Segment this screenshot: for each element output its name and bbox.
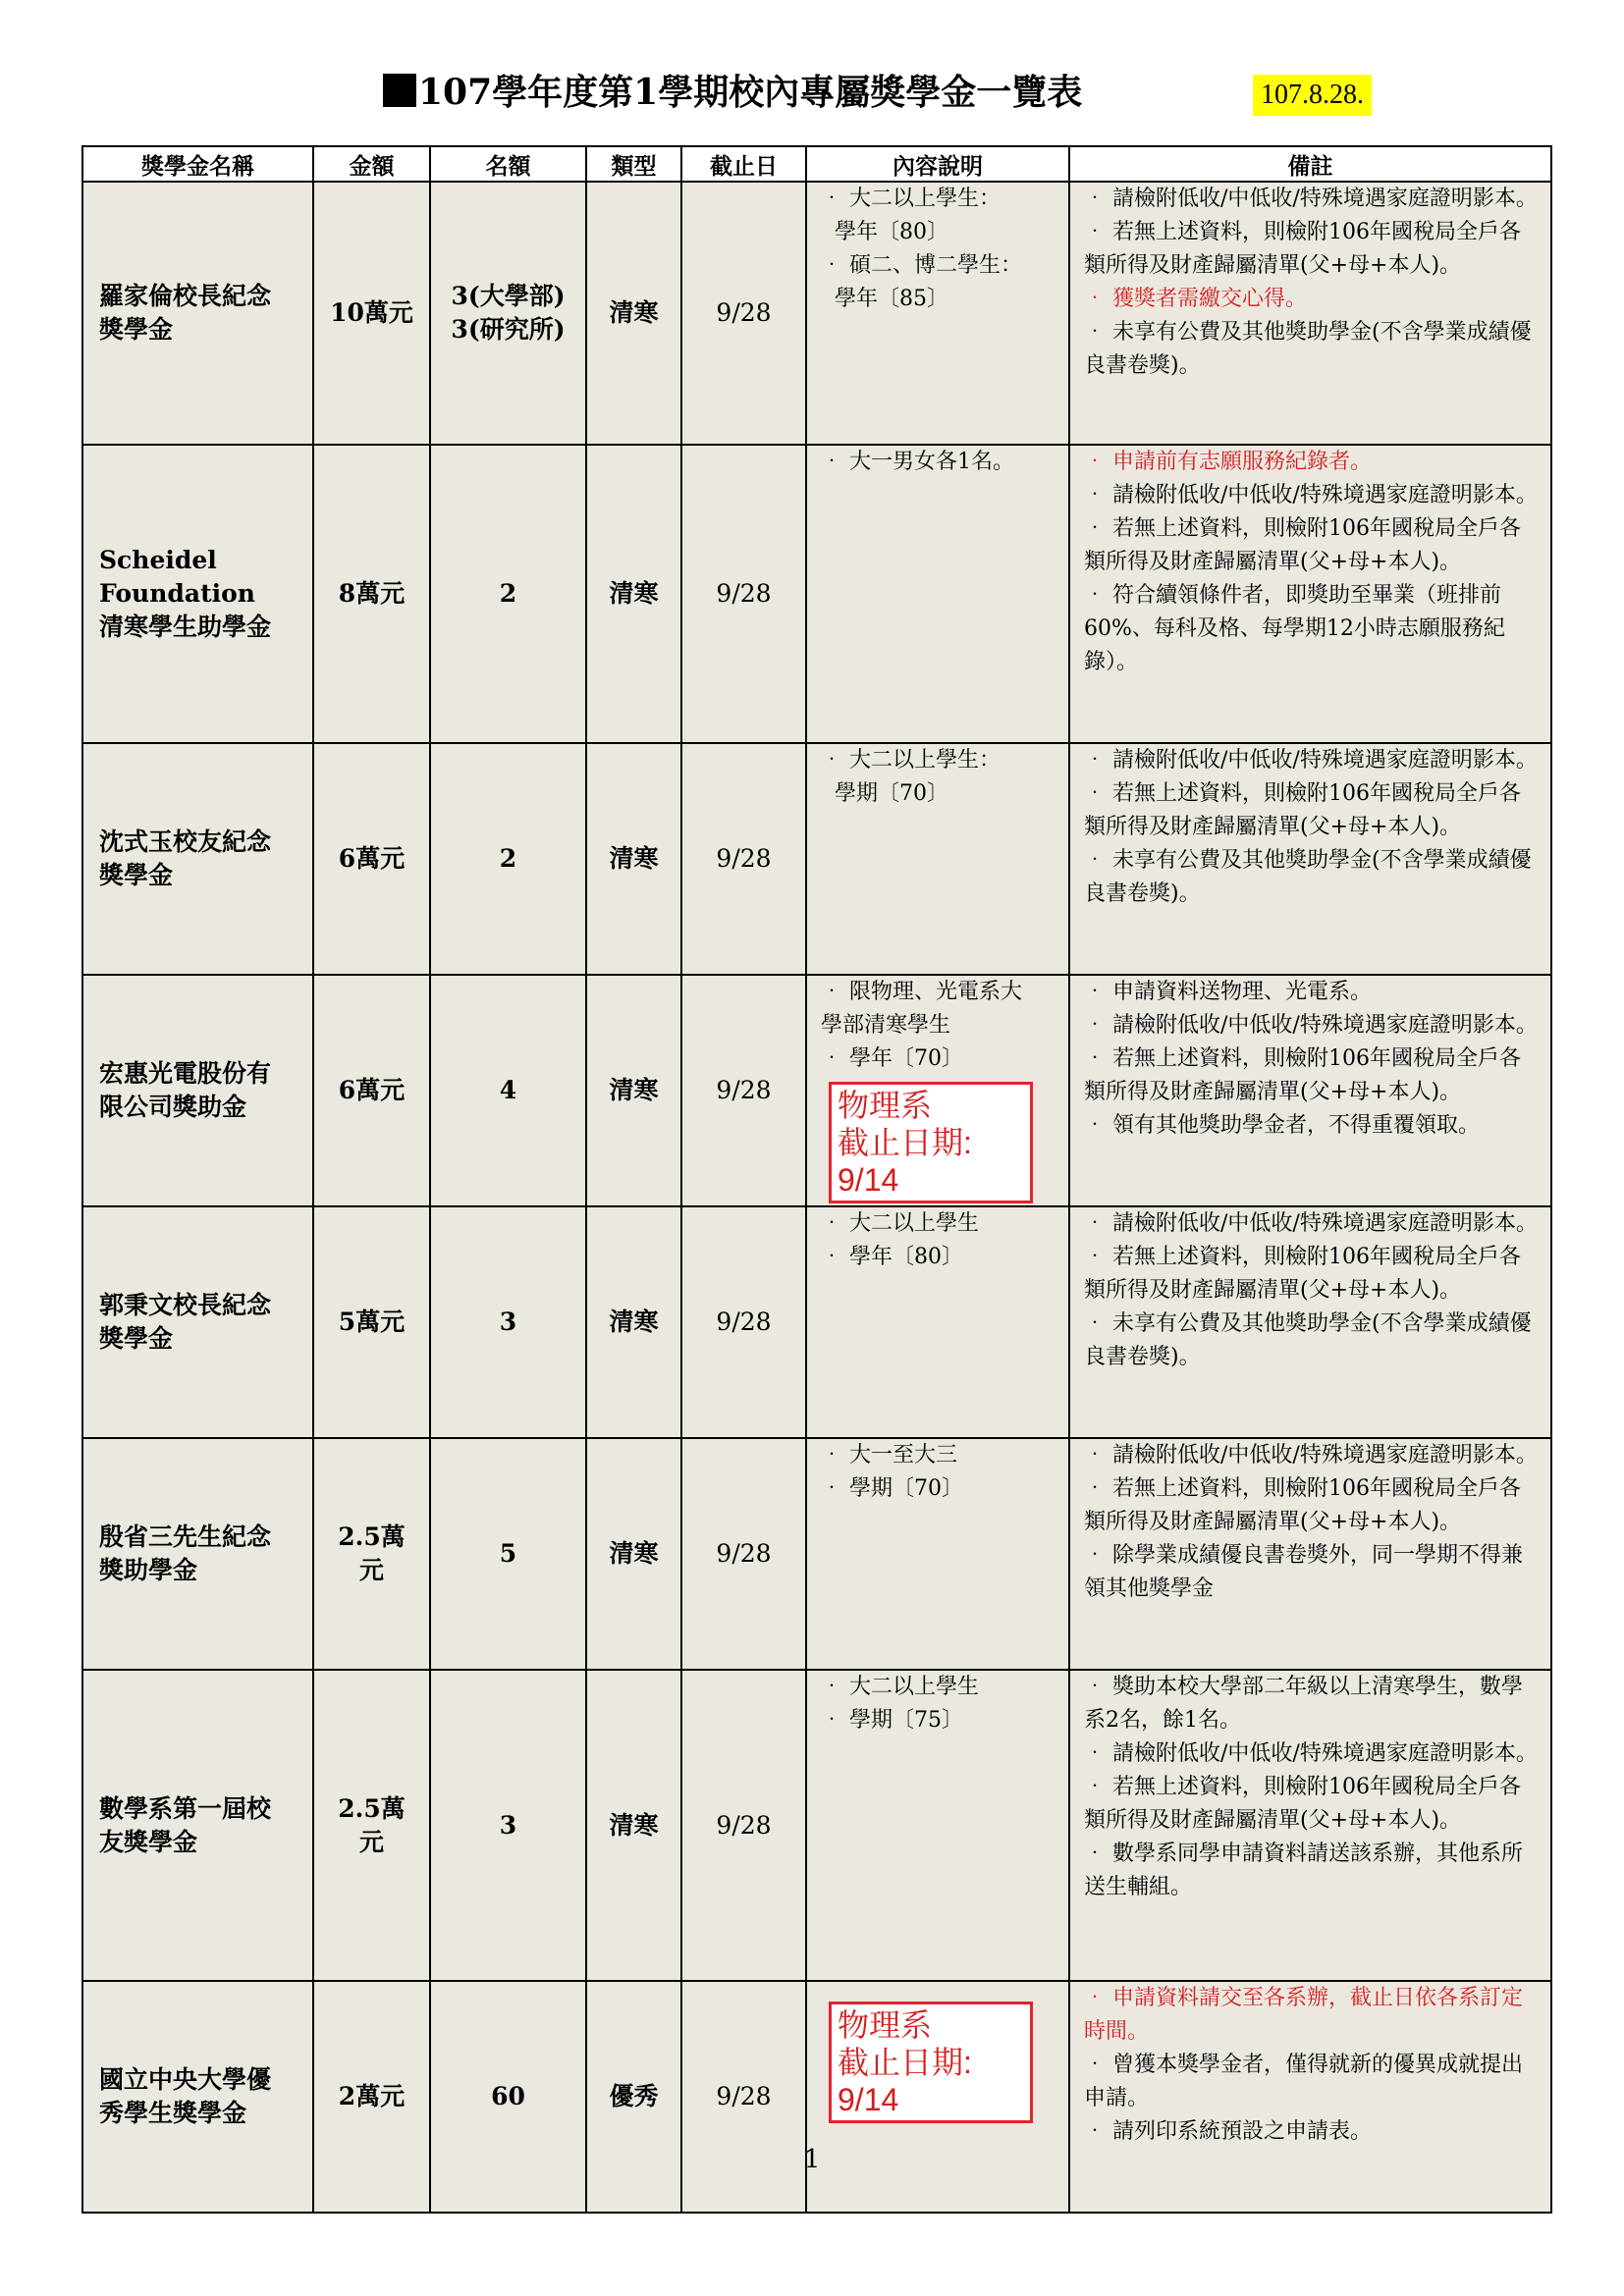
quota-line: 3(大學部)	[451, 282, 566, 310]
table-row	[82, 445, 1551, 743]
page-number: 1	[803, 2145, 821, 2174]
deadline-cell: 9/28	[681, 975, 806, 1206]
amount-line: 10萬元	[330, 298, 413, 327]
note-line: ‧ 若無上述資料，則檢附106年國稅局全戶各類所得及財產歸屬清單(父+母+本人)。	[1084, 1775, 1521, 1833]
quota-cell	[430, 1981, 586, 2213]
title-text: 107學年度第1學期校內專屬獎學金一覽表	[418, 72, 1083, 113]
table-header-row	[82, 146, 1551, 182]
deadline-cell: 9/28	[681, 445, 806, 743]
name-line: 獎學金	[99, 315, 174, 344]
description-line: ‧ 大一男女各1名。	[821, 450, 1014, 474]
name-line: 殷省三先生紀念	[99, 1522, 272, 1551]
date-highlight: 107.8.28.	[1253, 75, 1372, 116]
quota-cell	[430, 1206, 586, 1438]
header-deadline: 截止日	[681, 146, 806, 182]
amount-line: 2.5萬	[338, 1793, 406, 1823]
scholarship-name-cell	[82, 975, 313, 1206]
amount-cell	[313, 445, 430, 743]
table-row	[82, 1206, 1551, 1438]
note-line: ‧ 獲獎者需繳交心得。	[1084, 287, 1307, 311]
deadline-stamp	[829, 1082, 1033, 1203]
quota-cell	[430, 975, 586, 1206]
note-line: ‧ 請檢附低收/中低收/特殊境遇家庭證明影本。	[1084, 1443, 1538, 1468]
scholarship-name-cell	[82, 1438, 313, 1670]
name-line: Foundation	[99, 579, 255, 608]
description-line: 學年〔85〕	[821, 287, 948, 311]
page-title	[383, 65, 1082, 115]
description-line: ‧ 大二以上學生	[821, 1675, 979, 1699]
quota-line: 2	[499, 579, 517, 608]
description-line: ‧ 大一至大三	[821, 1443, 957, 1468]
name-line: 數學系第一屆校	[99, 1793, 272, 1823]
amount-line: 5萬元	[338, 1308, 406, 1336]
notes-cell	[1069, 743, 1551, 975]
header-type: 類型	[586, 146, 681, 182]
scholarship-table	[81, 145, 1552, 2214]
notes-cell	[1069, 1981, 1551, 2213]
name-line: 國立中央大學優	[99, 2065, 272, 2094]
table-row	[82, 1438, 1551, 1670]
stamp-line: 物理系	[838, 2007, 933, 2043]
name-line: 獎助學金	[99, 1556, 198, 1584]
type-cell: 清寒	[586, 743, 681, 975]
amount-cell	[313, 1438, 430, 1670]
note-line: ‧ 請檢附低收/中低收/特殊境遇家庭證明影本。	[1084, 483, 1538, 507]
description-line: ‧ 學期〔75〕	[821, 1708, 963, 1733]
header-amount: 金額	[313, 146, 430, 182]
name-line: 獎學金	[99, 1324, 174, 1353]
note-line: ‧ 若無上述資料，則檢附106年國稅局全戶各類所得及財產歸屬清單(父+母+本人)。	[1084, 781, 1521, 839]
amount-line: 6萬元	[338, 844, 406, 873]
note-line: ‧ 若無上述資料，則檢附106年國稅局全戶各類所得及財產歸屬清單(父+母+本人)。	[1084, 1245, 1521, 1303]
description-cell	[806, 182, 1069, 445]
header-name: 獎學金名稱	[82, 146, 313, 182]
note-line: ‧ 未享有公費及其他獎助學金(不含學業成績優良書卷獎)。	[1084, 1311, 1532, 1369]
note-line: ‧ 申請資料請交至各系辦，截止日依各系訂定時間。	[1084, 1986, 1523, 2044]
note-line: ‧ 請列印系統預設之申請表。	[1084, 2119, 1372, 2144]
description-line: 學部清寒學生	[821, 1013, 951, 1038]
scholarship-name-cell	[82, 182, 313, 445]
description-line: ‧ 碩二、博二學生：	[821, 253, 1022, 278]
name-line: 秀學生獎學金	[99, 2099, 247, 2127]
header-description: 內容說明	[806, 146, 1069, 182]
type-cell: 清寒	[586, 1670, 681, 1981]
stamp-line: 9/14	[838, 1162, 899, 1198]
description-line: ‧ 學期〔70〕	[821, 1476, 963, 1501]
description-line: ‧ 大二以上學生：	[821, 187, 1001, 211]
name-line: 沈式玉校友紀念	[99, 828, 272, 856]
deadline-cell: 9/28	[681, 1438, 806, 1670]
description-cell	[806, 975, 1069, 1206]
type-cell: 優秀	[586, 1981, 681, 2213]
black-square-icon	[383, 74, 416, 107]
scholarship-name-cell	[82, 1206, 313, 1438]
quota-line: 2	[499, 844, 517, 873]
note-line: ‧ 若無上述資料，則檢附106年國稅局全戶各類所得及財產歸屬清單(父+母+本人)。	[1084, 516, 1521, 574]
name-line: 獎學金	[99, 861, 174, 889]
deadline-cell: 9/28	[681, 1206, 806, 1438]
note-line: ‧ 符合續領條件者，即獎助至畢業（班排前60%、每科及格、每學期12小時志願服務紀錄）。	[1084, 583, 1505, 674]
quota-cell	[430, 1670, 586, 1981]
note-line: ‧ 請檢附低收/中低收/特殊境遇家庭證明影本。	[1084, 748, 1538, 773]
quota-line: 4	[499, 1076, 517, 1104]
description-line: ‧ 學年〔70〕	[821, 1046, 963, 1071]
quota-line: 3	[499, 1810, 517, 1840]
note-line: ‧ 數學系同學申請資料請送該系辦，其他系所送生輔組。	[1084, 1842, 1523, 1899]
description-cell	[806, 1206, 1069, 1438]
header-notes: 備註	[1069, 146, 1551, 182]
amount-line: 2.5萬	[338, 1522, 406, 1551]
amount-cell	[313, 1981, 430, 2213]
description-line: ‧ 學年〔80〕	[821, 1245, 963, 1269]
stamp-line: 截止日期:	[838, 1125, 972, 1160]
name-line: 羅家倫校長紀念	[99, 282, 272, 310]
scholarship-name-cell	[82, 1981, 313, 2213]
type-cell: 清寒	[586, 182, 681, 445]
deadline-stamp	[829, 2002, 1033, 2123]
table-row	[82, 1981, 1551, 2213]
scholarship-name-cell	[82, 743, 313, 975]
description-cell	[806, 1981, 1069, 2213]
quota-line: 3(研究所)	[451, 315, 566, 344]
note-line: ‧ 若無上述資料，則檢附106年國稅局全戶各類所得及財產歸屬清單(父+母+本人)。	[1084, 1476, 1521, 1534]
description-cell	[806, 445, 1069, 743]
amount-cell	[313, 182, 430, 445]
table-row	[82, 182, 1551, 445]
note-line: ‧ 請檢附低收/中低收/特殊境遇家庭證明影本。	[1084, 1013, 1538, 1038]
type-cell: 清寒	[586, 1438, 681, 1670]
note-line: ‧ 申請前有志願服務紀錄者。	[1084, 450, 1372, 474]
name-line: 清寒學生助學金	[99, 613, 272, 641]
note-line: ‧ 若無上述資料，則檢附106年國稅局全戶各類所得及財產歸屬清單(父+母+本人)。	[1084, 1046, 1521, 1104]
scholarship-name-cell	[82, 445, 313, 743]
amount-line: 6萬元	[338, 1076, 406, 1104]
description-cell	[806, 1438, 1069, 1670]
amount-cell	[313, 1670, 430, 1981]
table-row	[82, 975, 1551, 1206]
name-line: 友獎學金	[99, 1827, 198, 1856]
amount-cell	[313, 975, 430, 1206]
deadline-cell: 9/28	[681, 1670, 806, 1981]
notes-cell	[1069, 182, 1551, 445]
amount-line: 元	[358, 1556, 384, 1584]
note-line: ‧ 未享有公費及其他獎助學金(不含學業成績優良書卷獎)。	[1084, 320, 1532, 378]
scholarship-name-cell	[82, 1670, 313, 1981]
note-line: ‧ 請檢附低收/中低收/特殊境遇家庭證明影本。	[1084, 187, 1538, 211]
note-line: ‧ 請檢附低收/中低收/特殊境遇家庭證明影本。	[1084, 1741, 1538, 1766]
amount-line: 2萬元	[338, 2082, 406, 2110]
description-cell	[806, 743, 1069, 975]
description-line: ‧ 大二以上學生：	[821, 748, 1001, 773]
note-line: ‧ 未享有公費及其他獎助學金(不含學業成績優良書卷獎)。	[1084, 848, 1532, 906]
quota-cell	[430, 743, 586, 975]
note-line: ‧ 除學業成績優良書卷獎外，同一學期不得兼領其他獎學金	[1084, 1543, 1523, 1601]
deadline-cell: 9/28	[681, 182, 806, 445]
stamp-line: 9/14	[838, 2082, 899, 2117]
type-cell: 清寒	[586, 445, 681, 743]
name-line: Scheidel	[99, 546, 217, 574]
amount-line: 元	[358, 1827, 384, 1856]
note-line: ‧ 申請資料送物理、光電系。	[1084, 980, 1372, 1004]
quota-line: 5	[499, 1539, 517, 1568]
deadline-cell: 9/28	[681, 1981, 806, 2213]
description-line: ‧ 限物理、光電系大	[821, 980, 1022, 1004]
description-line: 學年〔80〕	[821, 220, 948, 244]
name-line: 宏惠光電股份有	[99, 1059, 272, 1088]
notes-cell	[1069, 1670, 1551, 1981]
stamp-line: 物理系	[838, 1088, 933, 1123]
notes-cell	[1069, 1438, 1551, 1670]
note-line: ‧ 領有其他獎助學金者，不得重覆領取。	[1084, 1113, 1480, 1138]
type-cell: 清寒	[586, 975, 681, 1206]
amount-line: 8萬元	[338, 579, 406, 608]
quota-line: 60	[491, 2082, 525, 2110]
description-cell	[806, 1670, 1069, 1981]
note-line: ‧ 若無上述資料，則檢附106年國稅局全戶各類所得及財產歸屬清單(父+母+本人)。	[1084, 220, 1521, 278]
deadline-cell: 9/28	[681, 743, 806, 975]
amount-cell	[313, 743, 430, 975]
amount-cell	[313, 1206, 430, 1438]
description-line: 學期〔70〕	[821, 781, 948, 806]
name-line: 郭秉文校長紀念	[99, 1291, 272, 1319]
note-line: ‧ 獎助本校大學部二年級以上清寒學生，數學系2名，餘1名。	[1084, 1675, 1523, 1733]
name-line: 限公司獎助金	[99, 1093, 247, 1121]
stamp-line: 截止日期:	[838, 2045, 972, 2080]
notes-cell	[1069, 975, 1551, 1206]
note-line: ‧ 請檢附低收/中低收/特殊境遇家庭證明影本。	[1084, 1211, 1538, 1236]
description-line: ‧ 大二以上學生	[821, 1211, 979, 1236]
notes-cell	[1069, 1206, 1551, 1438]
header-quota: 名額	[430, 146, 586, 182]
table-row	[82, 743, 1551, 975]
quota-cell	[430, 445, 586, 743]
quota-cell	[430, 1438, 586, 1670]
table-row	[82, 1670, 1551, 1981]
quota-line: 3	[499, 1308, 517, 1336]
quota-cell	[430, 182, 586, 445]
type-cell: 清寒	[586, 1206, 681, 1438]
notes-cell	[1069, 445, 1551, 743]
note-line: ‧ 曾獲本獎學金者，僅得就新的優異成就提出申請。	[1084, 2053, 1523, 2110]
